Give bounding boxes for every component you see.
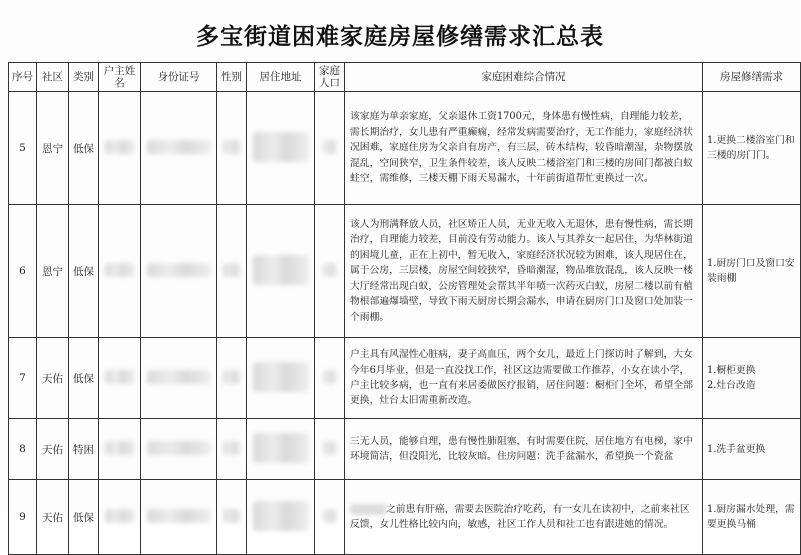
need-item: 1.更换二楼浴室门和三楼的房门门。 [707,135,795,161]
cell-community: 天佑 [37,338,69,419]
header-no: 序号 [9,63,37,92]
need-item: 2.灶台改造 [707,380,756,391]
situation-text: 之前患有肝癌，需要去医院治疗吃药，有一女儿在读初中，之前来社区反馈，女儿性格比较内向，敏感，社区工作人员和社工也有跟进她的情况。 [350,503,690,530]
cell-id-redacted [141,480,217,555]
cell-family-size-redacted [315,92,345,205]
cell-family-size-redacted [315,480,345,555]
cell-family-size-redacted [315,419,345,480]
table-row [9,480,801,555]
header-situation: 家庭困难综合情况 [345,63,703,92]
cell-address-redacted [247,92,315,205]
table-row [9,205,801,338]
cell-householder-redacted [99,419,141,480]
cell-id-redacted [141,338,217,419]
cell-category: 低保 [69,205,99,338]
cell-gender-redacted [217,205,247,338]
cell-no: 5 [9,92,37,205]
header-row [9,63,801,92]
cell-repair-needs [703,205,801,338]
cell-no: 8 [9,419,37,480]
cell-category: 低保 [69,480,99,555]
table-row [9,92,801,205]
cell-repair-needs [703,338,801,419]
cell-situation [345,480,703,555]
cell-family-size-redacted [315,338,345,419]
cell-category: 特困 [69,419,99,480]
cell-no: 6 [9,205,37,338]
need-item: 1.洗手盆更换 [707,443,766,455]
cell-gender-redacted [217,480,247,555]
need-item: 1.厨房门口及窗口安装雨棚 [707,258,795,284]
cell-address-redacted [247,419,315,480]
cell-gender-redacted [217,92,247,205]
cell-address-redacted [247,338,315,419]
cell-householder-redacted [99,480,141,555]
header-repair-needs: 房屋修缮需求 [703,63,801,92]
cell-situation: 该家庭为单亲家庭，父亲退休工资1700元，身体患有慢性病，自理能力较差，需长期治疗，女儿患有严重癫痫，经常发病需要治疗，无工作能力，家庭经济状况困难，家庭住房为父亲自有房产，有三层，砖木结构，较昏暗潮湿，杂物摆放混乱，空间狭窄，卫生条件较差，该人反映二楼浴室门和三楼的房间门都被白蚁蛀空，需维修，三楼天棚下雨天易漏水，十年前街道帮忙更换过一次。 [345,92,703,205]
cell-householder-redacted [99,205,141,338]
cell-householder-redacted [99,338,141,419]
cell-community: 天佑 [37,480,69,555]
table-row [9,338,801,419]
header-gender: 性别 [217,63,247,92]
table-row [9,419,801,480]
cell-community: 恩宁 [37,205,69,338]
cell-family-size-redacted [315,205,345,338]
cell-address-redacted [247,205,315,338]
cell-situation: 该人为刑满释放人员，社区矫正人员，无业无收入无退休，患有慢性病，需长期治疗，自理能力较差，目前没有劳动能力。该人与其养女一起居住，为华林街道的困境儿童，正在上初中，暂无收入，家庭经济状况较为困难，该人现居住在，属于公房，三层楼，房屋空间较狭窄，昏暗潮湿，物品堆放混乱，该人反映一楼大厅经常出现白蚁，公房管理处会帮其半年喷一次药灭白蚁，房屋二楼以前有植物根部遍爆墙壁，导致下雨天厨房长期会漏水，申请在厨房门口及窗口处加装一个雨棚。 [345,205,703,338]
header-id-number: 身份证号 [141,63,217,92]
need-item: 1.厨房漏水处理，需要更换马桶 [707,504,795,530]
header-community: 社区 [37,63,69,92]
cell-category: 低保 [69,92,99,205]
cell-no: 7 [9,338,37,419]
cell-householder-redacted [99,92,141,205]
cell-situation: 户主具有风湿性心脏病，妻子高血压，两个女儿，最近上门探访时了解到，大女今年6月毕业，但是一直没找工作，社区这边需要做工作推荐，小女在读小学，户主比较多病，也一直有来居委做医疗报销，居住问题：橱柜门全坏，希望全部更换，灶台太旧需重新改造。 [345,338,703,419]
cell-gender-redacted [217,419,247,480]
cell-repair-needs [703,480,801,555]
cell-address-redacted [247,480,315,555]
cell-situation: 三无人员，能够自理，患有慢性肺阻塞，有时需要住院，居住地方有电梯，家中环境简洁，但没阳光，比较灰暗。住房问题：洗手盆漏水，希望换一个瓷盆 [345,419,703,480]
header-householder: 户主姓名 [99,63,141,92]
document-title: 多宝街道困难家庭房屋修缮需求汇总表 [196,23,604,50]
cell-id-redacted [141,419,217,480]
cell-repair-needs [703,92,801,205]
header-family-size: 家庭人口 [315,63,345,92]
cell-id-redacted [141,92,217,205]
redaction-mark [350,504,386,515]
cell-category: 低保 [69,338,99,419]
header-category: 类别 [69,63,99,92]
header-address: 居住地址 [247,63,315,92]
cell-gender-redacted [217,338,247,419]
cell-community: 天佑 [37,419,69,480]
summary-table [8,62,801,555]
cell-community: 恩宁 [37,92,69,205]
cell-no: 9 [9,480,37,555]
need-item: 1.橱柜更换 [707,365,756,376]
cell-id-redacted [141,205,217,338]
cell-repair-needs [703,419,801,480]
